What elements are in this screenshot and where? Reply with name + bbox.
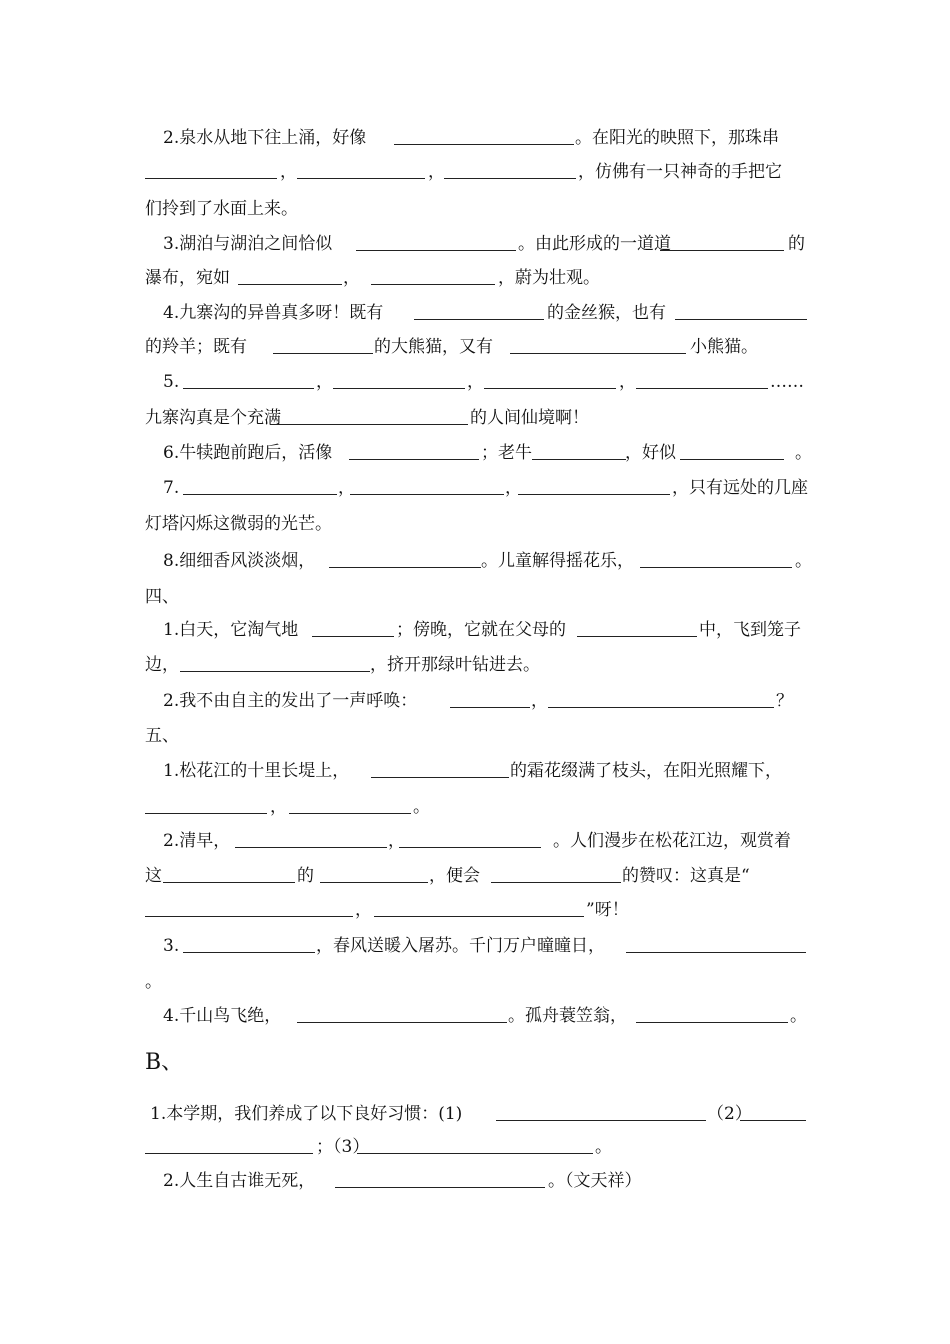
worksheet-line xyxy=(0,967,950,997)
worksheet-line xyxy=(0,546,950,576)
answer-blank[interactable] xyxy=(183,367,314,389)
answer-blank[interactable] xyxy=(374,895,584,917)
worksheet-line xyxy=(0,1132,950,1162)
line-text: 6.牛犊跑前跑后，活像 xyxy=(163,443,333,463)
line-text: ，蔚为壮观。 xyxy=(498,268,600,288)
line-text: 。儿童解得摇花乐， xyxy=(481,551,634,571)
line-text: 九寨沟真是个充满 xyxy=(145,408,281,428)
line-text: ，便会 xyxy=(429,866,480,886)
line-text: 。 xyxy=(595,1137,612,1157)
worksheet-line xyxy=(0,438,950,468)
line-text: ；傍晚，它就在父母的 xyxy=(396,620,566,640)
worksheet-line xyxy=(0,509,950,539)
answer-blank[interactable] xyxy=(626,931,806,953)
answer-blank[interactable] xyxy=(289,792,411,814)
line-text: 的 xyxy=(297,866,314,886)
answer-blank[interactable] xyxy=(577,615,697,637)
line-text: 。 xyxy=(795,443,812,463)
worksheet-line xyxy=(0,123,950,153)
answer-blank[interactable] xyxy=(444,157,576,179)
line-text: 2.清早， xyxy=(163,831,231,851)
worksheet-line xyxy=(0,721,950,751)
line-text: 4.九寨沟的异兽真多呀！既有 xyxy=(163,303,384,323)
line-text: 5. xyxy=(163,372,180,392)
answer-blank[interactable] xyxy=(532,438,626,460)
answer-blank[interactable] xyxy=(320,861,428,883)
line-text: ， xyxy=(343,268,360,288)
answer-blank[interactable] xyxy=(238,263,342,285)
worksheet-line xyxy=(0,403,950,433)
answer-blank[interactable] xyxy=(183,473,337,495)
line-text: 。在阳光的映照下，那珠串 xyxy=(575,128,779,148)
line-text: 。 xyxy=(795,551,812,571)
line-text: 四、 xyxy=(145,587,179,607)
line-text: 的赞叹：这真是“ xyxy=(622,866,750,886)
line-text: 五、 xyxy=(145,726,179,746)
line-text: ， xyxy=(355,900,372,920)
worksheet-line xyxy=(0,263,950,293)
line-text: 3.湖泊与湖泊之间恰似 xyxy=(163,234,333,254)
line-text: （2） xyxy=(707,1104,752,1124)
worksheet-line xyxy=(0,615,950,645)
answer-blank[interactable] xyxy=(450,686,530,708)
answer-blank[interactable] xyxy=(145,792,267,814)
line-text: ，仿佛有一只神奇的手把它 xyxy=(578,162,782,182)
line-text: 们拎到了水面上来。 xyxy=(145,199,298,219)
line-text: ”呀！ xyxy=(586,900,629,920)
line-text: 的金丝猴，也有 xyxy=(547,303,666,323)
worksheet-line xyxy=(0,1166,950,1196)
answer-blank[interactable] xyxy=(399,826,541,848)
line-text: 边， xyxy=(145,655,179,675)
answer-blank[interactable] xyxy=(636,1001,788,1023)
answer-blank[interactable] xyxy=(145,895,353,917)
worksheet-line xyxy=(0,792,950,822)
answer-blank[interactable] xyxy=(335,1166,545,1188)
worksheet-line xyxy=(0,194,950,224)
line-text: 瀑布，宛如 xyxy=(145,268,230,288)
line-text: 。由此形成的一道道 xyxy=(518,234,671,254)
answer-blank[interactable] xyxy=(371,756,509,778)
line-text: …… xyxy=(770,372,804,392)
answer-blank[interactable] xyxy=(660,229,784,251)
line-text: 灯塔闪烁这微弱的光芒。 xyxy=(145,514,332,534)
worksheet-line xyxy=(0,298,950,328)
answer-blank[interactable] xyxy=(356,229,516,251)
line-text: ，只有远处的几座 xyxy=(672,478,808,498)
line-text: ，春风送暖入屠苏。千门万户曈曈日， xyxy=(316,936,605,956)
answer-blank[interactable] xyxy=(145,157,277,179)
worksheet-line xyxy=(0,895,950,925)
line-text: ；老牛 xyxy=(481,443,532,463)
line-text: 2.人生自古谁无死， xyxy=(163,1171,316,1191)
line-text: ， xyxy=(270,797,287,817)
answer-blank[interactable] xyxy=(235,826,387,848)
worksheet-line xyxy=(0,229,950,259)
line-text: 2.泉水从地下往上涌，好像 xyxy=(163,128,367,148)
line-text: ， xyxy=(280,162,297,182)
worksheet-line xyxy=(0,756,950,786)
answer-blank[interactable] xyxy=(349,438,479,460)
answer-blank[interactable] xyxy=(518,473,670,495)
answer-blank[interactable] xyxy=(414,298,544,320)
answer-blank[interactable] xyxy=(371,263,495,285)
answer-blank[interactable] xyxy=(484,367,616,389)
answer-blank[interactable] xyxy=(270,403,468,425)
worksheet-line xyxy=(0,473,950,503)
line-text: 4.千山鸟飞绝， xyxy=(163,1006,282,1026)
answer-blank[interactable] xyxy=(510,332,686,354)
line-text: 这 xyxy=(145,866,162,886)
worksheet-line xyxy=(0,367,950,397)
line-text: ， xyxy=(619,372,636,392)
line-text: 。人们漫步在松花江边，观赏着 xyxy=(553,831,791,851)
line-text: ， xyxy=(428,162,445,182)
line-text: ， xyxy=(531,691,548,711)
line-text: ；（3） xyxy=(316,1137,370,1157)
worksheet-line xyxy=(0,582,950,612)
worksheet-line xyxy=(0,686,950,716)
answer-blank[interactable] xyxy=(297,1001,507,1023)
line-text: 8.细细香风淡淡烟， xyxy=(163,551,316,571)
worksheet-line xyxy=(0,332,950,362)
answer-blank[interactable] xyxy=(636,367,768,389)
line-text: 中，飞到笼子 xyxy=(699,620,801,640)
line-text: 的霜花缀满了枝头，在阳光照耀下， xyxy=(510,761,782,781)
worksheet-line xyxy=(0,861,950,891)
line-text: 1.白天，它淘气地 xyxy=(163,620,299,640)
line-text: 。（文天祥） xyxy=(548,1171,642,1191)
answer-blank[interactable] xyxy=(180,650,370,672)
answer-blank[interactable] xyxy=(183,931,315,953)
answer-blank[interactable] xyxy=(329,546,481,568)
worksheet-line xyxy=(0,157,950,187)
line-text: 1.松花江的十里长堤上， xyxy=(163,761,350,781)
worksheet-line xyxy=(0,650,950,680)
line-text: 1.本学期，我们养成了以下良好习惯：(1) xyxy=(150,1104,463,1124)
line-text: ， xyxy=(505,478,522,498)
answer-blank[interactable] xyxy=(394,123,574,145)
answer-blank[interactable] xyxy=(357,1132,593,1154)
answer-blank[interactable] xyxy=(740,1099,806,1121)
line-text: 。孤舟蓑笠翁， xyxy=(508,1006,627,1026)
line-text: ， xyxy=(338,478,355,498)
answer-blank[interactable] xyxy=(145,1132,313,1154)
line-text: ， xyxy=(316,372,333,392)
line-text: 。 xyxy=(790,1006,807,1026)
answer-blank[interactable] xyxy=(333,367,465,389)
line-text: 。 xyxy=(413,797,430,817)
answer-blank[interactable] xyxy=(163,861,295,883)
line-text: ， xyxy=(467,372,484,392)
answer-blank[interactable] xyxy=(675,298,807,320)
line-text: ，挤开那绿叶钻进去。 xyxy=(370,655,540,675)
line-text: 的 xyxy=(788,234,805,254)
line-text: 小熊猫。 xyxy=(690,337,758,357)
answer-blank[interactable] xyxy=(640,546,792,568)
line-text: ，好似 xyxy=(625,443,676,463)
answer-blank[interactable] xyxy=(273,332,373,354)
worksheet-line xyxy=(0,1001,950,1031)
answer-blank[interactable] xyxy=(496,1099,706,1121)
line-text: ？ xyxy=(776,691,793,711)
line-text: 7. xyxy=(163,478,180,498)
answer-blank[interactable] xyxy=(491,861,621,883)
line-text: ， xyxy=(388,831,405,851)
answer-blank[interactable] xyxy=(297,157,425,179)
line-text: 2.我不由自主的发出了一声呼唤： xyxy=(163,691,418,711)
line-text: 的大熊猫，又有 xyxy=(374,337,493,357)
answer-blank[interactable] xyxy=(312,615,394,637)
line-text: 3. xyxy=(163,936,180,956)
worksheet-line xyxy=(0,1048,950,1078)
answer-blank[interactable] xyxy=(350,473,504,495)
worksheet-line xyxy=(0,931,950,961)
worksheet-line xyxy=(0,826,950,856)
line-text: 的羚羊；既有 xyxy=(145,337,247,357)
worksheet-line xyxy=(0,1099,950,1129)
line-text: 。 xyxy=(145,972,162,992)
line-text: B、 xyxy=(145,1050,184,1075)
answer-blank[interactable] xyxy=(548,686,774,708)
line-text: 的人间仙境啊！ xyxy=(470,408,589,428)
answer-blank[interactable] xyxy=(680,438,784,460)
